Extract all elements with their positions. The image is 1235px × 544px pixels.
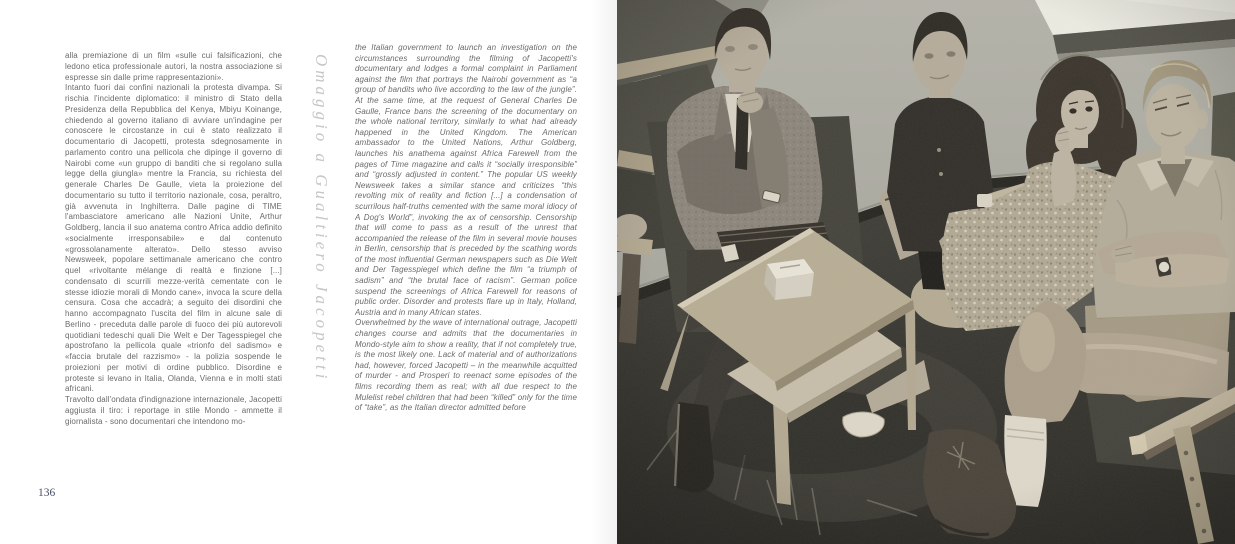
photo-vignette-overlay bbox=[617, 0, 1235, 544]
left-page bbox=[0, 0, 617, 544]
paragraph-italian: alla premiazione di un film «sulle cui falsificazioni, che ledono etica professionale autori, la nostra associazione si espresse sin dalle prime rappresentazioni». bbox=[65, 51, 282, 82]
italian-text-column bbox=[65, 51, 282, 465]
paragraph-italian: Travolto dall'ondata d'indignazione internazionale, Jacopetti aggiusta il tiro: i reportage in stile Mondo - ammette il giornalista - sono documentari che intendono mo- bbox=[65, 395, 282, 426]
paragraph-italian: Intanto fuori dai confini nazionali la protesta divampa. Si rischia l'incidente diplomatico: il ministro di Stato della Presidenza della Repubblica del Kenya, Mbiyu Koinange, chiedendo al governo italiano di avviare un'indagine per conoscere le circostanze in cui è stato realizzato il documentario di Jacopetti, protesta sdegnosamente in parlamento contro una pellicola che dipinge il governo di Nairobi come «un gruppo di banditi che si regolano sulla legge della giungla» mentre la Francia, su richiesta del generale Charles De Gaulle, vieta la proiezione del documentario su tutto il territorio nazionale, cosa, peraltro, già avvenuta in Inghilterra. Dalle pagine di TIME l'ambasciatore americano alle Nazioni Unite, Arthur Goldberg, lancia il suo anatema contro Africa addio definito «socialmente irresponsabile» e dal contenuto «grossolanamente alterato». Dello stesso avviso Newsweek, popolare settimanale americano che contro quel «rivoltante mélange di realtà e finzione [...] condensato di scurrili mezze-verità cementate con le stesse idiozie morali di Mondo cane», invoca la scure della censura. Cosa che accadrà; a seguito dei disordini che hanno accompagnato l'uscita del film in alcune sale di Berlino - preceduta dalle parole di fuoco dei più autorevoli quotidiani tedeschi quali Die Welt e Der Tagesspiegel che apostrofano la pellicola quale «trionfo del sadismo» e «faccia brutale del razzismo» - la polizia sospende le proiezioni per motivi di ordine pubblico. Disordine e proteste si levano in Italia, Olanda, Vienna e in molti stati africani. bbox=[65, 83, 282, 394]
photo-illustration bbox=[617, 0, 1235, 544]
paragraph-english: the Italian government to launch an investigation on the circumstances surrounding the filming of Jacopetti's documentary and lodges a formal complaint in Parliament against the film that portrays the Nairobi government as “a group of bandits who live according to the law of the jungle”. At the same time, at the request of General Charles De Gaulle, France bans the screening of the documentary on the whole national territory, similarly to what had already happened in the United Kingdom. The American ambassador to the United Nations, Arthur Goldberg, launches his anathema against Africa Farewell from the pages of Time magazine and calls it “socially irresponsible” and “grossly adjusted in content.” The popular US weekly Newsweek takes a similar stance and criticizes “this revolting mix of reality and fiction [...] a condensation of scurrilous half-truths cemented with the same moral idiocy of A Dog's World”, invoking the ax of censorship. Censorship that will come to pass as a result of the unrest that accompanied the release of the film in several movie houses in Berlin, censorship that is preceded by the scathing words of the most influential German newspapers such as Die Welt and Der Tagesspiegel which define the film “a triumph of sadism” and “the brutal face of racism”. German police suspend the screenings of Africa Farewell for reasons of public order. Disorder and protests flare up in Italy, Holland, Austria and in many African states. bbox=[355, 43, 577, 317]
english-text-column bbox=[355, 43, 577, 461]
right-page-photo bbox=[617, 0, 1235, 544]
paragraph-english: Overwhelmed by the wave of international outrage, Jacopetti changes course and admits that the documentaries in Mondo-style aim to show a reality, that if not completely true, is the most likely one. Lack of material and of authorizations had, however, forced Jacopetti – in the meanwhile acquitted of murder - and Prosperi to reenact some episodes of the films recording them as real; with all due respect to the Mulelist rebel children that had been “killed” only for the time of “take”, as the Italian director admitted before bbox=[355, 318, 577, 413]
page-number: 136 bbox=[38, 487, 56, 499]
vertical-title: Omaggio a Gualtiero Jacopetti bbox=[312, 54, 331, 383]
gutter-shadow bbox=[591, 0, 617, 544]
